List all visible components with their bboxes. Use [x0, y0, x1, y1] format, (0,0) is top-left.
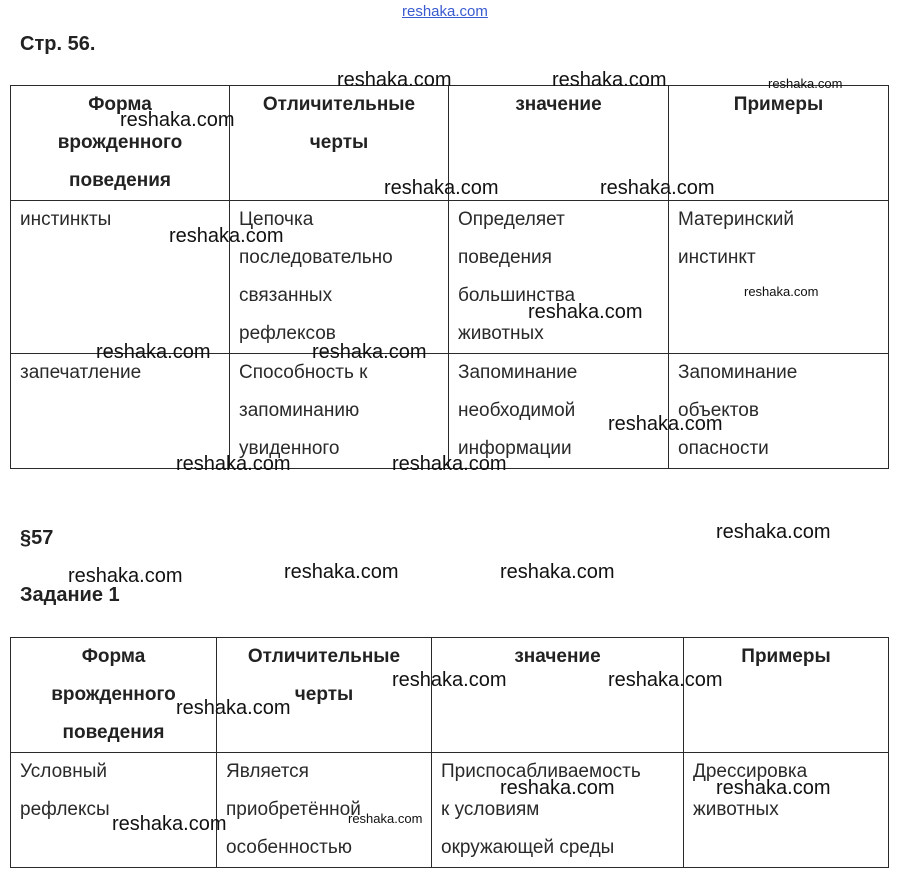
cell-meaning: Приспосабливаемость к условиям окружающей среды: [432, 753, 684, 868]
watermark: reshaka.com: [120, 109, 235, 131]
table-innate-behavior-1: [10, 85, 889, 469]
task-heading: Задание 1: [20, 584, 120, 606]
table-row: [11, 201, 889, 354]
watermark: reshaka.com: [392, 669, 507, 691]
watermark: reshaka.com: [337, 69, 452, 91]
cell-features: Цепочка последовательно связанных рефлексов: [230, 201, 449, 354]
watermark: reshaka.com: [500, 777, 615, 799]
header-cell-meaning: значение: [449, 86, 669, 201]
cell-examples: Дрессировка животных: [684, 753, 889, 868]
cell-features: Способность к запоминанию увиденного: [230, 354, 449, 469]
watermark: reshaka.com: [312, 341, 427, 363]
watermark: reshaka.com: [348, 811, 423, 826]
watermark: reshaka.com: [552, 69, 667, 91]
watermark: reshaka.com: [744, 284, 819, 299]
header-cell-features: Отличительные черты: [230, 86, 449, 201]
watermark: reshaka.com: [68, 565, 183, 587]
watermark: reshaka.com: [392, 453, 507, 475]
header-cell-form: Форма врожденного поведения: [11, 638, 217, 753]
header-cell-examples: Примеры: [684, 638, 889, 753]
watermark: reshaka.com: [716, 521, 831, 543]
page-heading: Стр. 56.: [20, 33, 96, 55]
cell-meaning: Запоминание необходимой информации: [449, 354, 669, 469]
watermark: reshaka.com: [284, 561, 399, 583]
cell-form: инстинкты: [11, 201, 230, 354]
watermark: reshaka.com: [176, 697, 291, 719]
cell-features: Является приобретённой особенностью: [217, 753, 432, 868]
watermark: reshaka.com: [384, 177, 499, 199]
watermark: reshaka.com: [716, 777, 831, 799]
cell-form: запечатление: [11, 354, 230, 469]
cell-examples: Материнский инстинкт: [669, 201, 889, 354]
watermark: reshaka.com: [608, 413, 723, 435]
watermark: reshaka.com: [96, 341, 211, 363]
watermark: reshaka.com: [500, 561, 615, 583]
header-cell-form: Форма врожденного поведения: [11, 86, 230, 201]
table-row: [11, 753, 889, 868]
watermark: reshaka.com: [169, 225, 284, 247]
watermark: reshaka.com: [600, 177, 715, 199]
table-header-row: [11, 638, 889, 753]
watermark: reshaka.com: [768, 76, 843, 91]
table-row: [11, 354, 889, 469]
header-cell-examples: Примеры: [669, 86, 889, 201]
watermark: reshaka.com: [528, 301, 643, 323]
section-heading: §57: [20, 527, 54, 549]
header-cell-features: Отличительные черты: [217, 638, 432, 753]
site-header-link[interactable]: reshaka.com: [402, 3, 488, 20]
cell-meaning: Определяет поведения большинства животных: [449, 201, 669, 354]
header-cell-meaning: значение: [432, 638, 684, 753]
cell-form: Условный рефлексы: [11, 753, 217, 868]
watermark: reshaka.com: [608, 669, 723, 691]
watermark: reshaka.com: [176, 453, 291, 475]
cell-examples: Запоминание объектов опасности: [669, 354, 889, 469]
watermark: reshaka.com: [112, 813, 227, 835]
